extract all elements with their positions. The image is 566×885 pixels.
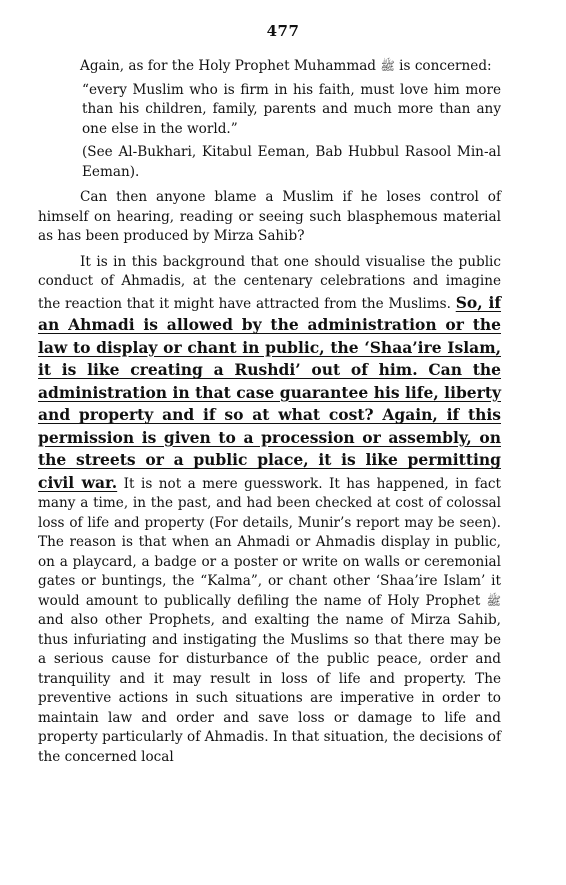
- paragraph-background: [38, 253, 501, 768]
- page-number: 477: [266, 22, 300, 40]
- background-text: It is in this background that one should visualise the public conduct of Ahmadis, at the centenary celebrations and imagine the reaction that it might have attracted from the Muslims.: [38, 253, 501, 312]
- quote-citation: (See Al-Bukhari, Kitabul Eeman, Bab Hubbul Rasool Min-al Eeman).: [82, 144, 501, 180]
- intro-text-end: is concerned:: [399, 58, 492, 74]
- conclusion-text: and also other Prophets, and exalting the name of Mirza Sahib, thus infuriating and instigating the Muslims so that there may be a serious cause for disturbance of the public peace, order and tranquility and it may result in loss of life and property. The preventive actions in such situations are imperative in order to maintain law and order and save loss or damage to life and property particularly of Ahmadis. In that situation, the decisions of the concerned local: [38, 612, 501, 765]
- hadith-quote: “every Muslim who is firm in his faith, must love him more than his children, family, parents and much more than any one else in the world.”: [82, 81, 501, 137]
- salutation-mark: ﷺ: [380, 59, 395, 73]
- emphasized-passage: So, if an Ahmadi is allowed by the administration or the law to display or chant in public, the ‘Shaa’ire Islam, it is like creating a Rushdi’ out of him. Can the administration in that case guarantee his life, liberty and property and if so at what cost? Again, if this permission is given to a procession or assembly, on the streets or a public place, it is like permitting civil war.: [38, 292, 502, 492]
- salutation-mark-2: ﷺ: [486, 593, 501, 608]
- intro-text-start: Again, as for the Holy Prophet Muhammad: [80, 58, 377, 74]
- guesswork-text: It is not a mere guesswork. It has happened, in fact many a time, in the past, and had been checked at cost of colossal loss of life and property (For details, Munir’s report may be seen). The reason is that when an Ahmadi or Ahmadis display in public, on a playcard, a badge or a poster or write on walls or ceremonial gates or buntings, the “Kalma”, or chant other ‘Shaa’ire Islam’ it would amount to publically defiling the name of Holy Prophet: [38, 475, 502, 609]
- paragraph-blame: Can then anyone blame a Muslim if he loses control of himself on hearing, reading or seeing such blasphemous material as has been produced by Mirza Sahib?: [38, 189, 501, 244]
- page-body: [38, 57, 501, 767]
- paragraph-intro: [38, 57, 501, 77]
